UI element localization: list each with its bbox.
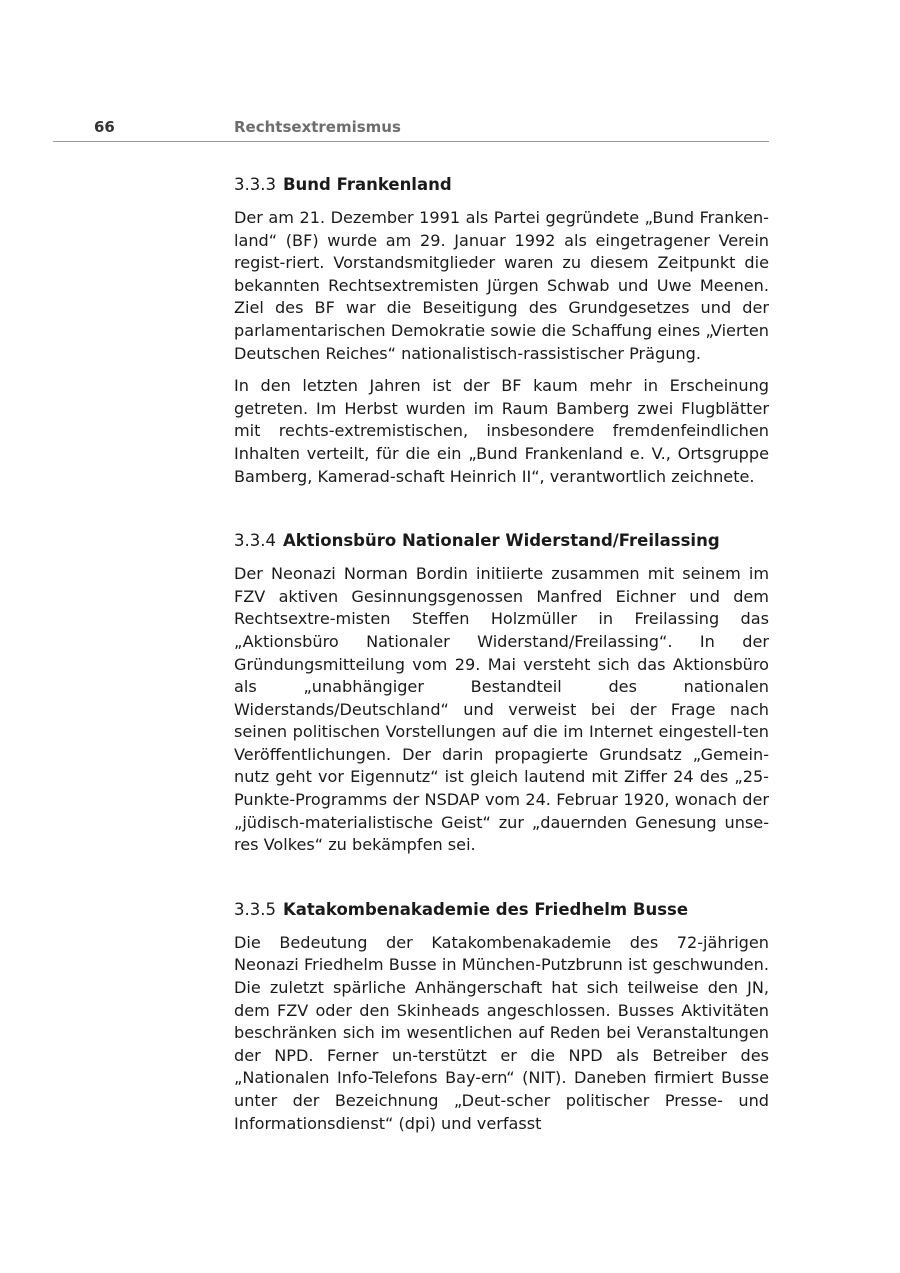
section-heading: [234, 899, 769, 921]
section-title: Aktionsbüro Nationaler Widerstand/Freilassing: [282, 531, 720, 551]
section-title: Katakombenakademie des Friedhelm Busse: [282, 899, 689, 919]
section-title: Bund Frankenland: [282, 175, 452, 194]
section-aktionsbuero: [234, 530, 769, 857]
section-heading: [234, 174, 769, 196]
section-bund-frankenland: [234, 174, 769, 488]
section-number: 3.3.4: [234, 531, 276, 551]
header-divider: [53, 141, 769, 142]
running-title: Rechtsextremismus: [234, 118, 401, 136]
section-heading: [234, 530, 769, 552]
section-spacer: [234, 857, 769, 899]
paragraph: Der Neonazi Norman Bordin initiierte zusammen mit seinem im FZV aktiven Gesinnungsgenossen Manfred Eichner und dem Rechtsextre-misten Steffen Holzmüller in Freilassing das „Aktionsbüro Nationaler Widerstand/Freilassing“. In der Gründungsmitteilung vom 29. Mai versteht sich das Aktionsbüro als „unabhängiger Bestandteil des nationalen Widerstands/Deutschland“ und verweist bei der Frage nach seinen politischen Vorstellungen auf die im Internet eingestell-ten Veröffentlichungen. Der darin propagierte Grundsatz „Gemein-nutz geht vor Eigennutz“ ist gleich lautend mit Ziffer 24 des „25-Punkte-Programms der NSDAP vom 24. Februar 1920, wonach der „jüdisch-materialistische Geist“ zur „dauernden Genesung unse-res Volkes“ zu bekämpfen sei.: [234, 564, 769, 855]
paragraph: Die Bedeutung der Katakombenakademie des 72-jährigen Neonazi Friedhelm Busse in München-Putzbrunn ist geschwunden. Die zuletzt spärliche Anhängerschaft hat sich teilweise den JN, dem FZV oder den Skinheads angeschlossen. Busses Aktivitäten beschränken sich im wesentlichen auf Reden bei Veranstaltungen der NPD. Ferner un-terstützt er die NPD als Betreiber des „Nationalen Info-Telefons Bay-ern“ (NIT). Daneben firmiert Busse unter der Bezeichnung „Deut-scher politischer Presse- und Informationsdienst“ (dpi) und verfasst: [234, 932, 769, 1133]
page-number: 66: [94, 118, 115, 136]
section-number: 3.3.3: [234, 175, 276, 194]
section-number: 3.3.5: [234, 899, 276, 919]
page-header: [0, 0, 900, 150]
section-katakombenakademie: [234, 899, 769, 1135]
section-spacer: [234, 488, 769, 530]
paragraph: In den letzten Jahren ist der BF kaum mehr in Erscheinung getreten. Im Herbst wurden im Raum Bamberg zwei Flugblätter mit rechts-extremistischen, insbesondere fremdenfeindlichen Inhalten verteilt, für die ein „Bund Frankenland e. V., Ortsgruppe Bamberg, Kamerad-schaft Heinrich II“, verantwortlich zeichnete.: [234, 376, 769, 486]
paragraph: Der am 21. Dezember 1991 als Partei gegründete „Bund Franken-land“ (BF) wurde am 29. Januar 1992 als eingetragener Verein regist-riert. Vorstandsmitglieder waren zu diesem Zeitpunkt die bekannten Rechtsextremisten Jürgen Schwab und Uwe Meenen. Ziel des BF war die Beseitigung des Grundgesetzes und der parlamentarischen Demokratie sowie die Schaffung eines „Vierten Deutschen Reiches“ nationalistisch-rassistischer Prägung.: [234, 208, 769, 363]
page-body: [234, 174, 769, 1135]
